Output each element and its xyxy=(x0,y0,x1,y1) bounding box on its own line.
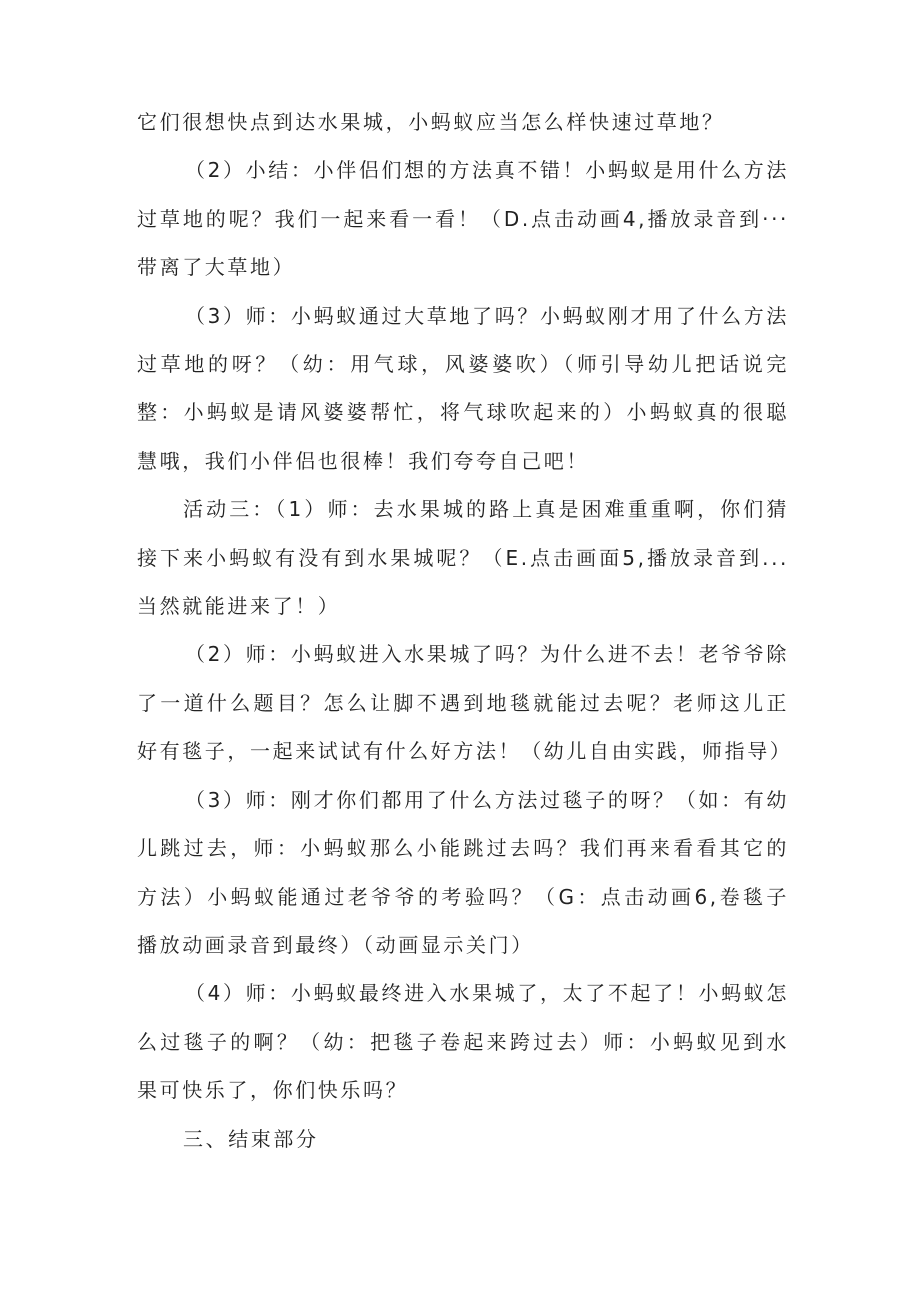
document-body xyxy=(137,98,793,1163)
paragraph-teacher-question-2: （2）师：小蚂蚁进入水果城了吗？为什么进不去！老爷爷除了一道什么题目？怎么让脚不遇到地毯就能过去呢？老师这儿正好有毯子，一起来试试有什么好方法！（幼儿自由实践，师指导） xyxy=(137,642,793,764)
paragraph-teacher-question-4: （4）师：小蚂蚁最终进入水果城了，太了不起了！小蚂蚁怎么过毯子的啊？（幼：把毯子卷起来跨过去）师：小蚂蚁见到水果可快乐了，你们快乐吗？ xyxy=(137,981,789,1103)
paragraph-teacher-question-3b: （3）师：刚才你们都用了什么方法过毯子的呀？（如：有幼儿跳过去，师：小蚂蚁那么小能跳过去吗？我们再来看看其它的方法）小蚂蚁能通过老爷爷的考验吗？（G：点击动画6,卷毯子播放动画录音到最终）（动画显示关门） xyxy=(137,787,789,957)
paragraph-activity-three: 活动三：（1）师：去水果城的路上真是困难重重啊，你们猜接下来小蚂蚁有没有到水果城呢？（E.点击画面5,播放录音到...当然就能进来了！） xyxy=(137,497,789,619)
section-heading-ending: 三、结束部分 xyxy=(183,1126,319,1151)
paragraph-continuation: 它们很想快点到达水果城，小蚂蚁应当怎么样快速过草地？ xyxy=(137,110,725,134)
paragraph-summary: （2）小结：小伴侣们想的方法真不错！小蚂蚁是用什么方法过草地的呢？我们一起来看一看！（D.点击动画4,播放录音到···带离了大草地） xyxy=(137,158,789,280)
paragraph-teacher-question-3: （3）师：小蚂蚁通过大草地了吗？小蚂蚁刚才用了什么方法过草地的呀？（幼：用气球，风婆婆吹）（师引导幼儿把话说完整：小蚂蚁是请风婆婆帮忙，将气球吹起来的）小蚂蚁真的很聪慧哦，我们小伴侣也很棒！我们夸夸自己吧！ xyxy=(137,303,789,473)
